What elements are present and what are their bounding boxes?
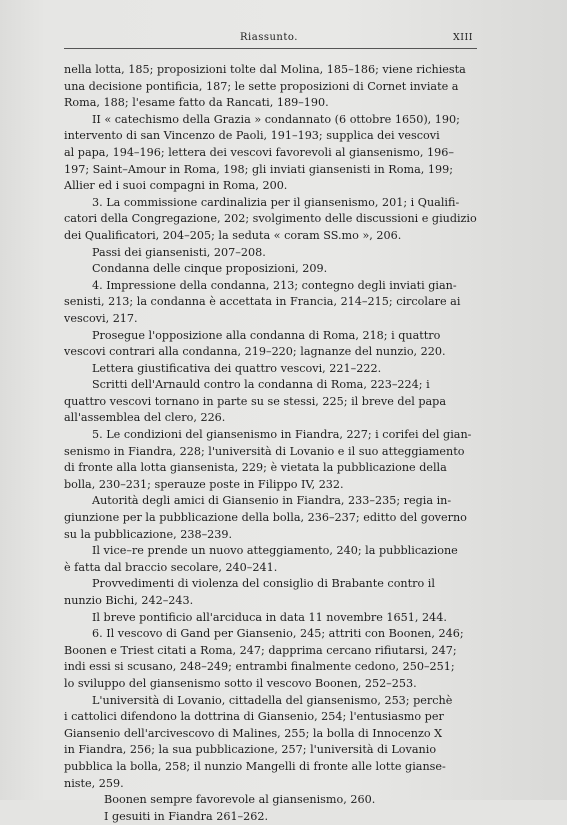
text-line: intervento di san Vincenzo de Paoli, 191–193; supplica dei vescovi <box>64 129 440 143</box>
text-line: vescovi, 217. <box>64 311 138 325</box>
text-line: quattro vescovi tornano in parte su se stessi, 225; il breve del papa <box>64 394 446 408</box>
text-line: niste, 259. <box>64 776 124 790</box>
text-line: II « catechismo della Grazia » condannato (6 ottobre 1650), 190; <box>92 112 460 126</box>
text-line: nella lotta, 185; proposizioni tolte dal Molina, 185–186; viene richiesta <box>64 63 466 76</box>
text-line: Allier ed i suoi compagni in Roma, 200. <box>64 179 288 193</box>
page-header <box>64 32 477 49</box>
text-line: all'assemblea del clero, 226. <box>64 411 226 425</box>
text-line: 6. Il vescovo di Gand per Giansenio, 245; attriti con Boonen, 246; <box>92 627 464 641</box>
text-line: indi essi si scusano, 248–249; entrambi finalmente cedono, 250–251; <box>64 660 455 674</box>
summary-text <box>64 62 477 825</box>
text-line: Il vice–re prende un nuovo atteggiamento, 240; la pubblicazione <box>92 544 458 558</box>
text-line: senismo in Fiandra, 228; l'università di Lovanio e il suo atteggiamento <box>64 444 465 458</box>
text-line: Il breve pontificio all'arciduca in data 11 novembre 1651, 244. <box>92 610 447 624</box>
text-line: Passi dei giansenisti, 207–208. <box>92 245 266 259</box>
text-line: i cattolici difendono la dottrina di Giansenio, 254; l'entusiasmo per <box>64 710 444 724</box>
page-number: XIII <box>452 32 473 43</box>
text-line: nunzio Bichi, 242–243. <box>64 594 194 607</box>
text-line: Autorità degli amici di Giansenio in Fiandra, 233–235; regia in- <box>92 494 452 508</box>
text-line: 3. La commissione cardinalizia per il giansenismo, 201; i Qualifi- <box>92 195 460 209</box>
text-line: su la pubblicazione, 238–239. <box>64 527 233 541</box>
text-line: dei Qualificatori, 204–205; la seduta « coram SS.mo », 206. <box>64 228 402 242</box>
text-line: Lettera giustificativa dei quattro vescovi, 221–222. <box>92 361 382 375</box>
text-line: bolla, 230–231; sperauze poste in Filippo IV, 232. <box>64 477 344 491</box>
running-head: Riassunto. <box>240 32 298 43</box>
text-line: lo sviluppo del giansenismo sotto il vescovo Boonen, 252–253. <box>64 676 417 690</box>
text-line: I gesuiti in Fiandra 261–262. <box>104 809 269 823</box>
text-line: catori della Congregazione, 202; svolgimento delle discussioni e giudizio <box>64 212 477 226</box>
text-line: senisti, 213; la condanna è accettata in Francia, 214–215; circolare ai <box>64 295 461 309</box>
text-line: Provvedimenti di violenza del consiglio di Brabante contro il <box>92 577 435 591</box>
text-line: giunzione per la pubblicazione della bolla, 236–237; editto del governo <box>64 511 467 525</box>
text-line: al papa, 194–196; lettera dei vescovi favorevoli al giansenismo, 196– <box>64 145 454 159</box>
text-line: Boonen sempre favorevole al giansenismo, 260. <box>104 793 376 807</box>
text-line: pubblica la bolla, 258; il nunzio Mangelli di fronte alle lotte gianse- <box>64 759 446 773</box>
text-line: una decisione pontificia, 187; le sette proposizioni di Cornet inviate a <box>64 79 459 93</box>
text-line: Giansenio dell'arcivescovo di Malines, 255; la bolla di Innocenzo X <box>64 726 443 740</box>
text-line: 197; Saint–Amour in Roma, 198; gli inviati giansenisti in Roma, 199; <box>64 162 453 176</box>
text-line: 5. Le condizioni del giansenismo in Fiandra, 227; i corifei del gian- <box>92 428 472 442</box>
text-line: 4. Impressione della condanna, 213; contegno degli inviati gian- <box>92 278 457 292</box>
text-line: vescovi contrari alla condanna, 219–220; lagnanze del nunzio, 220. <box>64 345 446 359</box>
text-line: L'università di Lovanio, cittadella del giansenismo, 253; perchè <box>92 693 453 707</box>
text-line: Prosegue l'opposizione alla condanna di Roma, 218; i quattro <box>92 328 441 342</box>
text-line: Condanna delle cinque proposizioni, 209. <box>92 262 328 276</box>
text-line: è fatta dal braccio secolare, 240–241. <box>64 560 278 574</box>
text-line: Scritti dell'Arnauld contro la condanna di Roma, 223–224; i <box>92 378 430 392</box>
text-line: Roma, 188; l'esame fatto da Rancati, 189–190. <box>64 96 329 110</box>
text-line: in Fiandra, 256; la sua pubblicazione, 257; l'università di Lovanio <box>64 743 437 757</box>
text-line: Boonen e Triest citati a Roma, 247; dapprima cercano rifiutarsi, 247; <box>64 643 457 657</box>
text-line: di fronte alla lotta giansenista, 229; è vietata la pubblicazione della <box>64 461 447 475</box>
